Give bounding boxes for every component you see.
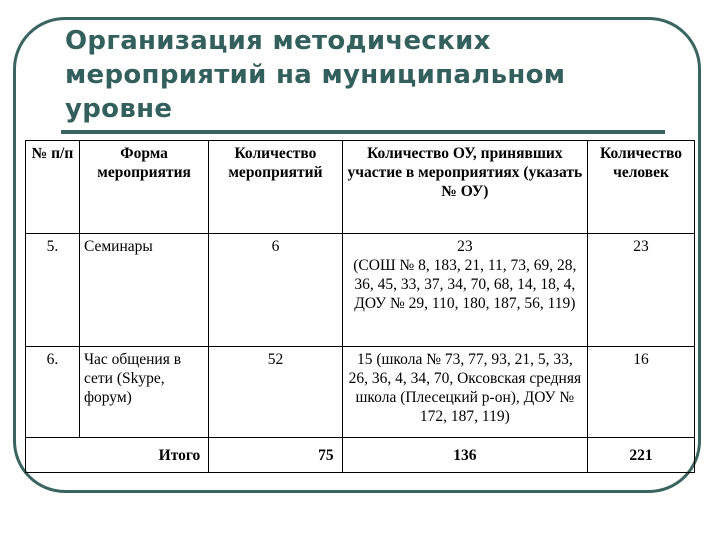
- total-ou: 136: [342, 438, 587, 473]
- cell-form: Семинары: [79, 234, 208, 347]
- header-ou: Количество ОУ, принявших участие в мероприятиях (указать № ОУ): [342, 141, 587, 234]
- events-table: [25, 140, 695, 473]
- cell-count: 6: [209, 234, 342, 347]
- cell-num: 6.: [26, 347, 80, 438]
- title-underline: [61, 130, 665, 134]
- cell-form: Час общения в сети (Skype, форум): [79, 347, 208, 438]
- cell-ou: [342, 234, 587, 347]
- ou-list: (СОШ № 8, 183, 21, 11, 73, 69, 28, 36, 45, 33, 37, 34, 70, 68, 14, 18, 4, ДОУ № 29, 110, 180, 187, 56, 119): [353, 257, 577, 312]
- total-label: Итого: [26, 438, 209, 473]
- ou-count: 23: [457, 238, 473, 255]
- total-row: [26, 438, 695, 473]
- header-form: Форма мероприятия: [79, 141, 208, 234]
- cell-people: 16: [588, 347, 695, 438]
- title-line-3: уровне: [65, 94, 173, 124]
- cell-num: 5.: [26, 234, 80, 347]
- cell-people: 23: [588, 234, 695, 347]
- table-header-row: [26, 141, 695, 234]
- header-num: № п/п: [26, 141, 80, 234]
- total-people: 221: [588, 438, 695, 473]
- header-count: Количество мероприятий: [209, 141, 342, 234]
- cell-count: 52: [209, 347, 342, 438]
- table-row: [26, 347, 695, 438]
- title-line-2: мероприятий на муниципальном: [65, 60, 566, 90]
- page-title: [65, 24, 685, 126]
- table-row: [26, 234, 695, 347]
- title-line-1: Организация методических: [65, 26, 491, 56]
- cell-ou: 15 (школа № 73, 77, 93, 21, 5, 33, 26, 36, 4, 34, 70, Оксовская средняя школа (Плесецкий р-он), ДОУ № 172, 187, 119): [342, 347, 587, 438]
- header-people: Количество человек: [588, 141, 695, 234]
- total-count: 75: [209, 438, 342, 473]
